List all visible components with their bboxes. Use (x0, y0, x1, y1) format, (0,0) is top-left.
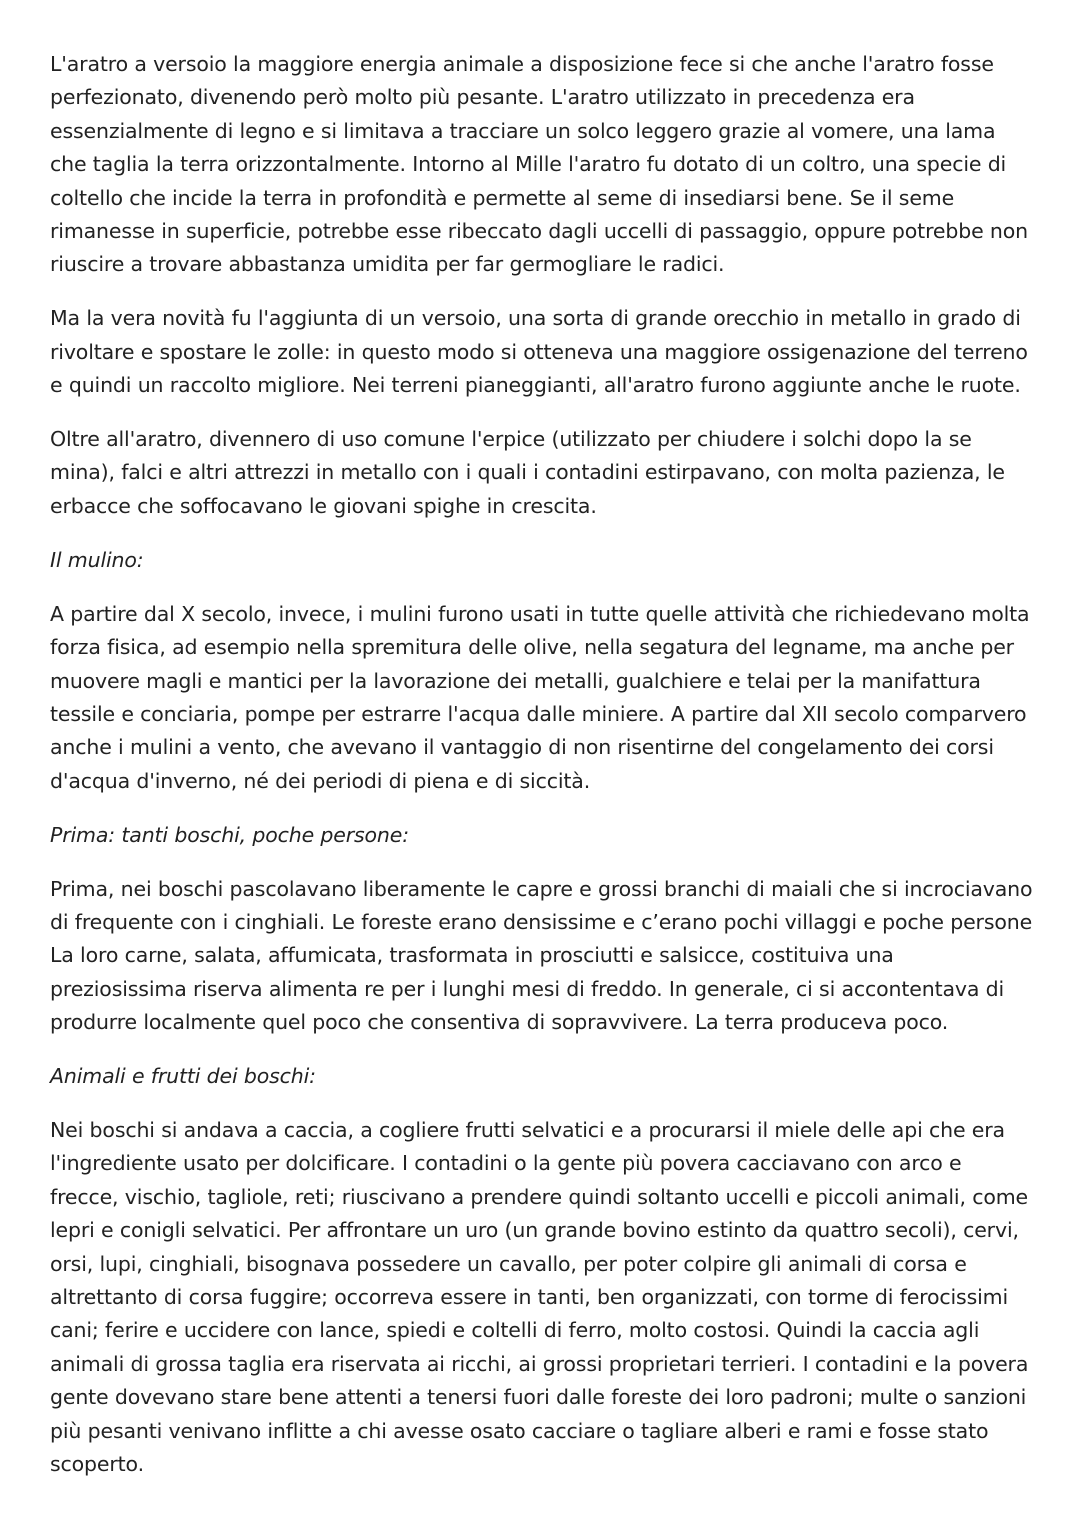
paragraph-mulini: A partire dal X secolo, invece, i mulini furono usati in tutte quelle attività che richiedevano molta forza fisica, ad esempio nella spremitura delle olive, nella segatura del legname, ma anche per muovere magli e mantici per la lavorazione dei metalli, gualchiere e telai per la manifattura tessile e conciaria, pompe per estrarre l'acqua dalle miniere. A partire dal XII secolo comparvero anche i mulini a vento, che avevano il vantaggio di non risentirne del congelamento dei corsi d'acqua d'inverno, né dei periodi di piena e di siccità. (50, 601, 1030, 793)
section-heading-animali-frutti: Animali e frutti dei boschi: (50, 1064, 316, 1089)
section-heading-boschi-persone: Prima: tanti boschi, poche persone: (50, 822, 409, 847)
section-heading-mulino: Il mulino: (50, 547, 144, 572)
paragraph-boschi-pascolo: Prima, nei boschi pascolavano liberamente le capre e grossi branchi di maiali che si incrociavano di frequente con i cinghiali. Le foreste erano densissime e c’erano pochi villaggi e poche persone La loro carne, salata, affumicata, trasformata in prosciutti e salsicce, costituiva una preziosissima riserva alimenta re per i lunghi mesi di freddo. In generale, ci si accontentava di produrre localmente quel poco che consentiva di sopravvivere. La terra produceva poco. (50, 876, 1033, 1035)
document-page (50, 48, 1035, 1502)
paragraph-versoio: Ma la vera novità fu l'aggiunta di un versoio, una sorta di grande orecchio in metallo in grado di rivoltare e spostare le zolle: in questo modo si otteneva una maggiore ossigenazione del terreno e quindi un raccolto migliore. Nei terreni pianeggianti, all'aratro furono aggiunte anche le ruote. (50, 306, 1028, 398)
paragraph-aratro-intro: L'aratro a versoio la maggiore energia animale a disposizione fece si che anche l'aratro fosse perfezionato, divenendo però molto più pesante. L'aratro utilizzato in precedenza era essenzialmente di legno e si limitava a tracciare un solco leggero grazie al vomere, una lama che taglia la terra orizzontalmente. Intorno al Mille l'aratro fu dotato di un coltro, una specie di coltello che incide la terra in profondità e permette al seme di insediarsi bene. Se il seme rimanesse in superficie, potrebbe esse ribeccato dagli uccelli di passaggio, oppure potrebbe non riuscire a trovare abbastanza umidita per far germogliare le radici. (50, 52, 1028, 277)
paragraph-caccia: Nei boschi si andava a caccia, a cogliere frutti selvatici e a procurarsi il miele delle api che era l'ingrediente usato per dolcificare. I contadini o la gente più povera cacciavano con arco e frecce, vischio, tagliole, reti; riuscivano a prendere quindi soltanto uccelli e piccoli animali, come lepri e conigli selvatici. Per affrontare un uro (un grande bovino estinto da quattro secoli), cervi, orsi, lupi, cinghiali, bisognava possedere un cavallo, per poter colpire gli animali di corsa e altrettanto di corsa fuggire; occorreva essere in tanti, ben organizzati, con torme di ferocissimi cani; ferire e uccidere con lance, spiedi e coltelli di ferro, molto costosi. Quindi la caccia agli animali di grossa taglia era riservata ai ricchi, ai grossi proprietari terrieri. I contadini e la povera gente dovevano stare bene attenti a tenersi fuori dalle foreste dei loro padroni; multe o sanzioni più pesanti venivano inflitte a chi avesse osato cacciare o tagliare alberi e rami e fosse stato scoperto. (50, 1117, 1029, 1477)
paragraph-erpice: Oltre all'aratro, divennero di uso comune l'erpice (utilizzato per chiudere i solchi dopo la se mina), falci e altri attrezzi in metallo con i quali i contadini estirpavano, con molta pazienza, le erbacce che soffocavano le giovani spighe in crescita. (50, 427, 1005, 518)
